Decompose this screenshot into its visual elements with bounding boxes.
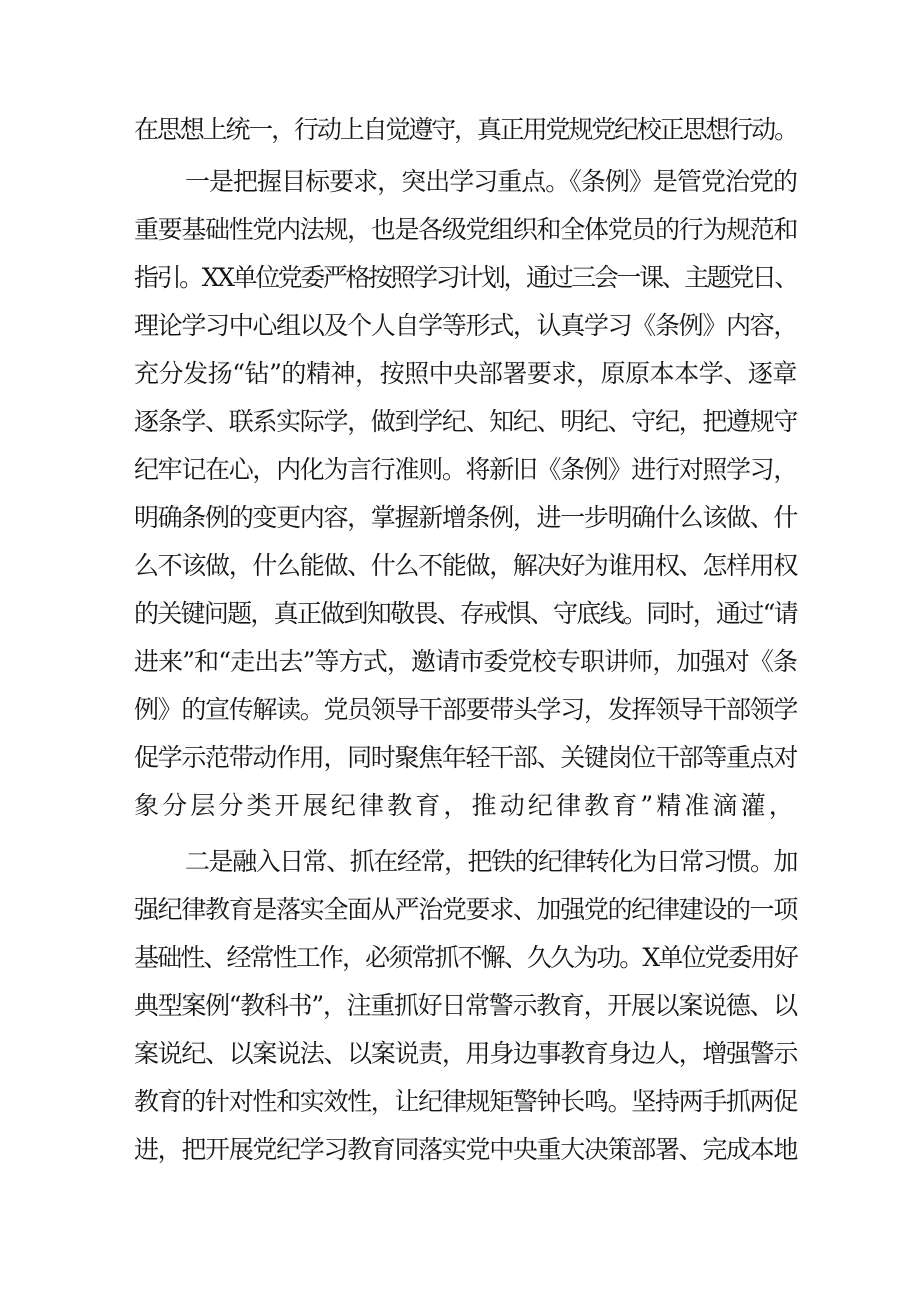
line-text: 促学示范带动作用，同时聚焦年轻干部、关键岗位干部等重点对 <box>134 743 798 772</box>
text-line <box>0 208 920 252</box>
line-text: 纪牢记在心，内化为言行准则。将新旧《条例》进行对照学习， <box>134 455 798 484</box>
line-text: 二是融入日常、抓在经常，把铁的纪律转化为日常习惯。加 <box>185 847 798 876</box>
line-text: 逐条学、联系实际学，做到学纪、知纪、明纪、守纪，把遵规守 <box>134 407 798 436</box>
text-line <box>0 1032 920 1076</box>
line-text: 强纪律教育是落实全面从严治党要求、加强党的纪律建设的一项 <box>134 895 798 924</box>
line-text: 重要基础性党内法规，也是各级党组织和全体党员的行为规范和 <box>134 215 798 244</box>
text-line <box>0 840 920 884</box>
line-text: 教育的针对性和实效性，让纪律规矩警钟长鸣。坚持两手抓两促 <box>134 1087 798 1116</box>
line-text: 象分层分类开展纪律教育，推动纪律教育”精准滴灌， <box>134 791 797 820</box>
text-line <box>0 688 920 732</box>
text-line <box>0 108 920 152</box>
line-text: 进，把开展党纪学习教育同落实党中央重大决策部署、完成本地 <box>134 1135 798 1164</box>
text-line <box>0 784 920 828</box>
text-line <box>0 1128 920 1172</box>
text-line <box>0 936 920 980</box>
line-text: 明确条例的变更内容，掌握新增条例，进一步明确什么该做、什 <box>134 503 798 532</box>
line-text: 指引。XX单位党委严格按照学习计划，通过三会一课、主题党日、 <box>134 263 797 292</box>
line-text: 理论学习中心组以及个人自学等形式，认真学习《条例》内容， <box>134 311 798 340</box>
line-text: 典型案例“教科书”，注重抓好日常警示教育，开展以案说德、以 <box>134 991 797 1020</box>
line-text: 么不该做，什么能做、什么不能做，解决好为谁用权、怎样用权 <box>134 551 798 580</box>
text-line <box>0 496 920 540</box>
text-line <box>0 544 920 588</box>
line-text: 的关键问题，真正做到知敬畏、存戒惧、守底线。同时，通过“请 <box>134 599 797 628</box>
line-text: 例》的宣传解读。党员领导干部要带头学习，发挥领导干部领学 <box>134 695 798 724</box>
text-line <box>0 1080 920 1124</box>
line-text: 基础性、经常性工作，必须常抓不懈、久久为功。X单位党委用好 <box>134 943 797 972</box>
text-line <box>0 984 920 1028</box>
line-text: 充分发扬“钻”的精神，按照中央部署要求，原原本本学、逐章 <box>134 359 797 388</box>
line-text: 在思想上统一，行动上自觉遵守，真正用党规党纪校正思想行动。 <box>134 115 797 144</box>
line-text: 进来”和“走出去”等方式，邀请市委党校专职讲师，加强对《条 <box>134 647 798 676</box>
text-line <box>0 592 920 636</box>
text-line <box>0 736 920 780</box>
text-line <box>0 304 920 348</box>
line-text: 一是把握目标要求，突出学习重点。《条例》是管党治党的 <box>185 167 798 196</box>
text-line <box>0 160 920 204</box>
text-line <box>0 888 920 932</box>
line-text: 案说纪、以案说法、以案说责，用身边事教育身边人，增强警示 <box>134 1039 798 1068</box>
text-line <box>0 448 920 492</box>
text-line <box>0 400 920 444</box>
text-line <box>0 640 920 684</box>
text-line <box>0 352 920 396</box>
text-line <box>0 256 920 300</box>
